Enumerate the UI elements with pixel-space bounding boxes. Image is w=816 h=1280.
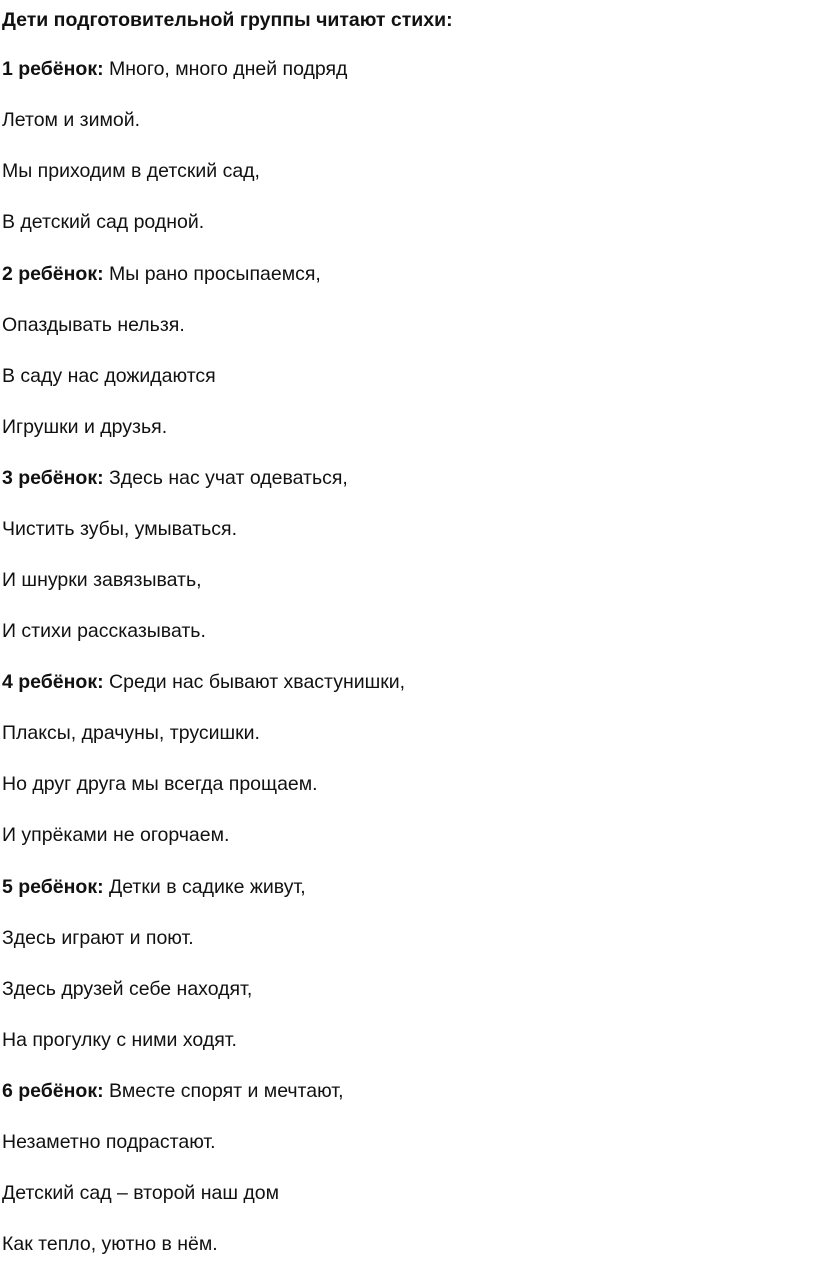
poem-line: [2, 1079, 344, 1103]
poem-line: И стихи рассказывать.: [2, 620, 206, 642]
poem-line: [2, 57, 347, 81]
poem-line: Чистить зубы, умываться.: [2, 518, 238, 540]
speaker-label: 1 ребёнок:: [2, 58, 104, 80]
poem-line: Но друг друга мы всегда прощаем.: [2, 773, 318, 795]
document-title: Дети подготовительной группы читают стихи:: [2, 9, 453, 31]
poem-line: [2, 262, 321, 286]
speaker-label: 5 ребёнок:: [2, 876, 104, 898]
poem-line: Как тепло, уютно в нём.: [2, 1233, 218, 1255]
poem-line: Детский сад – второй наш дом: [2, 1182, 280, 1204]
poem-line: Игрушки и друзья.: [2, 416, 168, 438]
line-text: Здесь нас учат одеваться,: [109, 467, 348, 489]
line-text: Мы рано просыпаемся,: [109, 263, 321, 285]
line-text: Вместе спорят и мечтают,: [109, 1080, 344, 1102]
poem-line: И шнурки завязывать,: [2, 569, 202, 591]
line-text: Детки в садике живут,: [109, 876, 306, 898]
speaker-label: 6 ребёнок:: [2, 1080, 104, 1102]
poem-line: [2, 670, 405, 694]
poem-line: И упрёками не огорчаем.: [2, 824, 230, 846]
poem-line: На прогулку с ними ходят.: [2, 1029, 237, 1051]
speaker-label: 3 ребёнок:: [2, 467, 104, 489]
poem-line: Здесь играют и поют.: [2, 927, 194, 949]
line-text: Много, много дней подряд: [109, 58, 348, 80]
poem-line: Здесь друзей себе находят,: [2, 978, 253, 1000]
poem-line: В детский сад родной.: [2, 211, 205, 233]
poem-line: Мы приходим в детский сад,: [2, 160, 260, 182]
poem-line: В саду нас дожидаются: [2, 365, 216, 387]
poem-line: Незаметно подрастают.: [2, 1131, 216, 1153]
poem-line: [2, 466, 348, 490]
line-text: Среди нас бывают хвастунишки,: [109, 671, 406, 693]
poem-line: [2, 875, 306, 899]
poem-line: Летом и зимой.: [2, 109, 141, 131]
speaker-label: 4 ребёнок:: [2, 671, 104, 693]
poem-line: Плаксы, драчуны, трусишки.: [2, 722, 260, 744]
speaker-label: 2 ребёнок:: [2, 263, 104, 285]
poem-line: Опаздывать нельзя.: [2, 314, 185, 336]
